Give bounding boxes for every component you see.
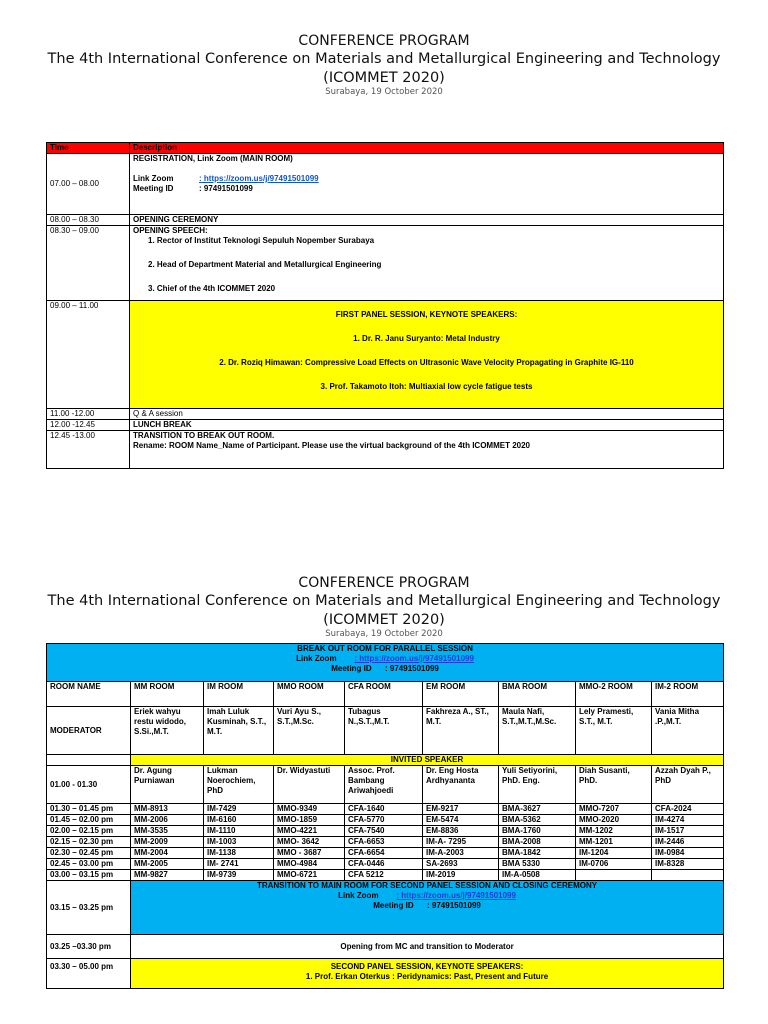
- paper-code-cell: IM-A-2003: [423, 848, 499, 859]
- time-cell: 03.25 –03.30 pm: [47, 935, 131, 959]
- paper-code-cell: BMA-1842: [499, 848, 576, 859]
- paper-code-cell: CFA-1640: [345, 804, 423, 815]
- time-cell: 03.15 – 03.25 pm: [47, 881, 131, 935]
- col-description-header: Description: [130, 143, 724, 154]
- slot-rows: [47, 804, 724, 881]
- table-row: [47, 804, 724, 815]
- table-row: [47, 431, 724, 469]
- table-row: [47, 409, 724, 420]
- keynote-item: 2. Dr. Roziq Himawan: Compressive Load Effects on Ultrasonic Wave Velocity Propagating in Graphite IG-110: [219, 358, 634, 367]
- paper-code-cell: MM-1202: [576, 826, 652, 837]
- paper-code-cell: [576, 870, 652, 881]
- paper-code-cell: BMA-3627: [499, 804, 576, 815]
- paper-code-cell: MM-1201: [576, 837, 652, 848]
- paper-code-cell: MMO-4984: [274, 859, 345, 870]
- program-title: CONFERENCE PROGRAM: [298, 575, 470, 591]
- empty-cell: [47, 755, 131, 766]
- mc-cell: Opening from MC and transition to Moderator: [131, 935, 724, 959]
- second-panel-title: SECOND PANEL SESSION, KEYNOTE SPEAKERS:: [330, 962, 524, 971]
- paper-code-cell: CFA-6653: [345, 837, 423, 848]
- conference-date: Surabaya, 19 October 2020: [325, 87, 443, 97]
- link-zoom-label: Link Zoom: [133, 174, 174, 183]
- breakout-title: BREAK OUT ROOM FOR PARALLEL SESSION: [297, 644, 473, 653]
- invited-speaker-cell: Assoc. Prof. Bambang Ariwahjoedi: [345, 766, 423, 804]
- paper-code-cell: MM-3535: [131, 826, 204, 837]
- keynote-item: 3. Prof. Takamoto Itoh: Multiaxial low cycle fatigue tests: [320, 382, 533, 391]
- room-name-cell: BMA ROOM: [499, 682, 576, 707]
- meeting-id-label: Meeting ID: [373, 901, 414, 910]
- zoom-link[interactable]: : https://zoom.us/j/97491501099: [199, 174, 319, 183]
- slot-time: 03.00 – 03.15 pm: [47, 870, 131, 881]
- paper-code-cell: [652, 870, 724, 881]
- paper-code-cell: EM-5474: [423, 815, 499, 826]
- paper-code-cell: MM-2006: [131, 815, 204, 826]
- zoom-link[interactable]: : https://zoom.us/j/97491501099: [396, 891, 516, 900]
- mc-row: [47, 935, 724, 959]
- invited-row: [47, 766, 724, 804]
- paper-code-cell: CFA 5212: [345, 870, 423, 881]
- room-name-cell: MMO ROOM: [274, 682, 345, 707]
- paper-code-cell: IM-0984: [652, 848, 724, 859]
- paper-code-cell: CFA-0446: [345, 859, 423, 870]
- paper-code-cell: MM-2004: [131, 848, 204, 859]
- paper-code-cell: IM-6160: [204, 815, 274, 826]
- meeting-id-label: Meeting ID: [331, 664, 372, 673]
- table-row: [47, 420, 724, 431]
- meeting-id-value: : 97491501099: [199, 184, 253, 193]
- link-zoom-label: Link Zoom: [338, 891, 379, 900]
- paper-code-cell: CFA-2024: [652, 804, 724, 815]
- paper-code-cell: MMO- 3642: [274, 837, 345, 848]
- description-cell: [130, 154, 724, 215]
- paper-code-cell: CFA-6654: [345, 848, 423, 859]
- room-name-cell: MMO-2 ROOM: [576, 682, 652, 707]
- schedule-table-2: [46, 643, 724, 989]
- paper-code-cell: BMA-2008: [499, 837, 576, 848]
- time-cell: 11.00 -12.00: [47, 409, 130, 420]
- main-room-row: [47, 881, 724, 935]
- invited-speaker-cell: Dr. Agung Purniawan: [131, 766, 204, 804]
- moderator-cell: Lely Pramesti, S.T., M.T.: [576, 707, 652, 755]
- paper-code-cell: IM-1110: [204, 826, 274, 837]
- conference-acronym: (ICOMMET 2020): [323, 612, 445, 628]
- slot-time: 02.15 – 02.30 pm: [47, 837, 131, 848]
- paper-code-cell: IM-9739: [204, 870, 274, 881]
- description-cell: OPENING CEREMONY: [130, 215, 724, 226]
- paper-code-cell: SA-2693: [423, 859, 499, 870]
- paper-code-cell: EM-9217: [423, 804, 499, 815]
- description-cell: Q & A session: [130, 409, 724, 420]
- moderator-cell: Imah Luluk Kusminah, S.T., M.T.: [204, 707, 274, 755]
- table-row: [47, 301, 724, 409]
- page1-header: [0, 33, 768, 98]
- paper-code-cell: CFA-7540: [345, 826, 423, 837]
- invited-speaker-cell: Dr. Widyastuti: [274, 766, 345, 804]
- program-title: CONFERENCE PROGRAM: [298, 33, 470, 49]
- room-label: ROOM NAME: [47, 682, 131, 707]
- time-cell: 09.00 – 11.00: [47, 301, 130, 409]
- speech-item: 1. Rector of Institut Teknologi Sepuluh Nopember Surabaya: [148, 236, 375, 245]
- conference-acronym: (ICOMMET 2020): [323, 70, 445, 86]
- paper-code-cell: IM-2446: [652, 837, 724, 848]
- invited-speaker-cell: Dr. Eng Hosta Ardhyananta: [423, 766, 499, 804]
- slot-time: 01.45 – 02.00 pm: [47, 815, 131, 826]
- paper-code-cell: MMO-4221: [274, 826, 345, 837]
- time-cell: 08.30 – 09.00: [47, 226, 130, 301]
- paper-code-cell: MM-2005: [131, 859, 204, 870]
- invited-label-row: [47, 755, 724, 766]
- paper-code-cell: IM-1003: [204, 837, 274, 848]
- table-row: [47, 837, 724, 848]
- main-room-cell: [131, 881, 724, 935]
- paper-code-cell: MMO-2020: [576, 815, 652, 826]
- paper-code-cell: IM-A- 7295: [423, 837, 499, 848]
- rename-instruction: Rename: ROOM Name_Name of Participant. Please use the virtual background of the 4th ICOMMET 2020: [133, 441, 530, 450]
- keynote-item: 1. Dr. R. Janu Suryanto: Metal Industry: [353, 334, 500, 343]
- table-row: [47, 154, 724, 215]
- opening-speech-title: OPENING SPEECH:: [133, 226, 208, 235]
- time-cell: 07.00 – 08.00: [47, 154, 130, 215]
- paper-code-cell: IM-1517: [652, 826, 724, 837]
- page2-header: [0, 575, 768, 640]
- speech-item: 3. Chief of the 4th ICOMMET 2020: [148, 284, 276, 293]
- breakout-row: [47, 644, 724, 682]
- table-row: [47, 215, 724, 226]
- paper-code-cell: EM-8836: [423, 826, 499, 837]
- invited-speaker-label: INVITED SPEAKER: [131, 755, 724, 766]
- paper-code-cell: BMA-5362: [499, 815, 576, 826]
- moderator-cell: Eriek wahyu restu widodo, S.Si.,M.T.: [131, 707, 204, 755]
- paper-code-cell: MMO-1859: [274, 815, 345, 826]
- conference-title: The 4th International Conference on Materials and Metallurgical Engineering and Technology: [47, 51, 721, 67]
- time-cell: 08.00 – 08.30: [47, 215, 130, 226]
- time-cell: 03.30 – 05.00 pm: [47, 959, 131, 989]
- paper-code-cell: MM-8913: [131, 804, 204, 815]
- description-cell: [130, 226, 724, 301]
- paper-code-cell: IM-8328: [652, 859, 724, 870]
- paper-code-cell: BMA-1760: [499, 826, 576, 837]
- invited-speaker-cell: Diah Susanti, PhD.: [576, 766, 652, 804]
- paper-code-cell: IM-7429: [204, 804, 274, 815]
- moderator-cell: Vania Mitha .P.,M.T.: [652, 707, 724, 755]
- invited-speaker-cell: Lukman Noerochiem, PhD: [204, 766, 274, 804]
- second-panel-row: [47, 959, 724, 989]
- description-cell: [130, 431, 724, 469]
- paper-code-cell: IM-2019: [423, 870, 499, 881]
- col-time-header: Time: [47, 143, 130, 154]
- paper-code-cell: MMO - 3687: [274, 848, 345, 859]
- conference-date: Surabaya, 19 October 2020: [325, 629, 443, 639]
- paper-code-cell: MMO-7207: [576, 804, 652, 815]
- table-header-row: [47, 143, 724, 154]
- description-cell: [130, 301, 724, 409]
- paper-code-cell: IM- 2741: [204, 859, 274, 870]
- room-row: [47, 682, 724, 707]
- slot-time: 02.30 – 02.45 pm: [47, 848, 131, 859]
- meeting-id-label: Meeting ID: [133, 184, 174, 193]
- slot-time: 01.30 – 01.45 pm: [47, 804, 131, 815]
- paper-code-cell: IM-A-0508: [499, 870, 576, 881]
- room-name-cell: IM-2 ROOM: [652, 682, 724, 707]
- room-name-cell: CFA ROOM: [345, 682, 423, 707]
- description-cell: LUNCH BREAK: [130, 420, 724, 431]
- paper-code-cell: MMO-9349: [274, 804, 345, 815]
- paper-code-cell: MM-2009: [131, 837, 204, 848]
- time-cell: 12.00 -12.45: [47, 420, 130, 431]
- paper-code-cell: IM-1204: [576, 848, 652, 859]
- meeting-id-value: : 97491501099: [427, 901, 481, 910]
- paper-code-cell: IM-4274: [652, 815, 724, 826]
- paper-code-cell: CFA-5770: [345, 815, 423, 826]
- registration-title: REGISTRATION, Link Zoom (MAIN ROOM): [133, 154, 293, 163]
- transition-title: TRANSITION TO BREAK OUT ROOM.: [133, 431, 275, 440]
- breakout-cell: [47, 644, 724, 682]
- room-name-cell: EM ROOM: [423, 682, 499, 707]
- moderator-label: MODERATOR: [47, 707, 131, 755]
- moderator-cell: Tubagus N.,S.T.,M.T.: [345, 707, 423, 755]
- invited-speaker-cell: Azzah Dyah P., PhD: [652, 766, 724, 804]
- paper-code-cell: BMA 5330: [499, 859, 576, 870]
- schedule-table-1: [46, 142, 724, 469]
- link-zoom-label: Link Zoom: [296, 654, 337, 663]
- table-row: [47, 870, 724, 881]
- moderator-cell: Fakhreza A., ST., M.T.: [423, 707, 499, 755]
- conference-title: The 4th International Conference on Materials and Metallurgical Engineering and Technology: [47, 593, 721, 609]
- paper-code-cell: IM-0706: [576, 859, 652, 870]
- time-cell: 12.45 -13.00: [47, 431, 130, 469]
- speech-item: 2. Head of Department Material and Metallurgical Engineering: [148, 260, 382, 269]
- table-row: [47, 848, 724, 859]
- invited-time: 01.00 - 01.30: [47, 766, 131, 804]
- moderator-cell: Maula Nafi, S.T.,M.T.,M.Sc.: [499, 707, 576, 755]
- first-panel-title: FIRST PANEL SESSION, KEYNOTE SPEAKERS:: [335, 310, 518, 319]
- paper-code-cell: MMO-6721: [274, 870, 345, 881]
- meeting-id-value: : 97491501099: [385, 664, 439, 673]
- invited-speaker-cell: Yuli Setiyorini, PhD. Eng.: [499, 766, 576, 804]
- moderator-row: [47, 707, 724, 755]
- table-row: [47, 826, 724, 837]
- table-row: [47, 815, 724, 826]
- zoom-link[interactable]: : https://zoom.us/j/97491501099: [354, 654, 474, 663]
- table-row: [47, 859, 724, 870]
- main-room-title: TRANSITION TO MAIN ROOM FOR SECOND PANEL SESSION AND CLOSING CEREMONY: [256, 881, 598, 890]
- second-panel-cell: [131, 959, 724, 989]
- slot-time: 02.00 – 02.15 pm: [47, 826, 131, 837]
- paper-code-cell: IM-1138: [204, 848, 274, 859]
- moderator-cell: Vuri Ayu S., S.T.,M.Sc.: [274, 707, 345, 755]
- table-row: [47, 226, 724, 301]
- slot-time: 02.45 – 03.00 pm: [47, 859, 131, 870]
- room-name-cell: IM ROOM: [204, 682, 274, 707]
- keynote-item: 1. Prof. Erkan Oterkus : Peridynamics: Past, Present and Future: [305, 972, 549, 981]
- paper-code-cell: MM-9827: [131, 870, 204, 881]
- room-name-cell: MM ROOM: [131, 682, 204, 707]
